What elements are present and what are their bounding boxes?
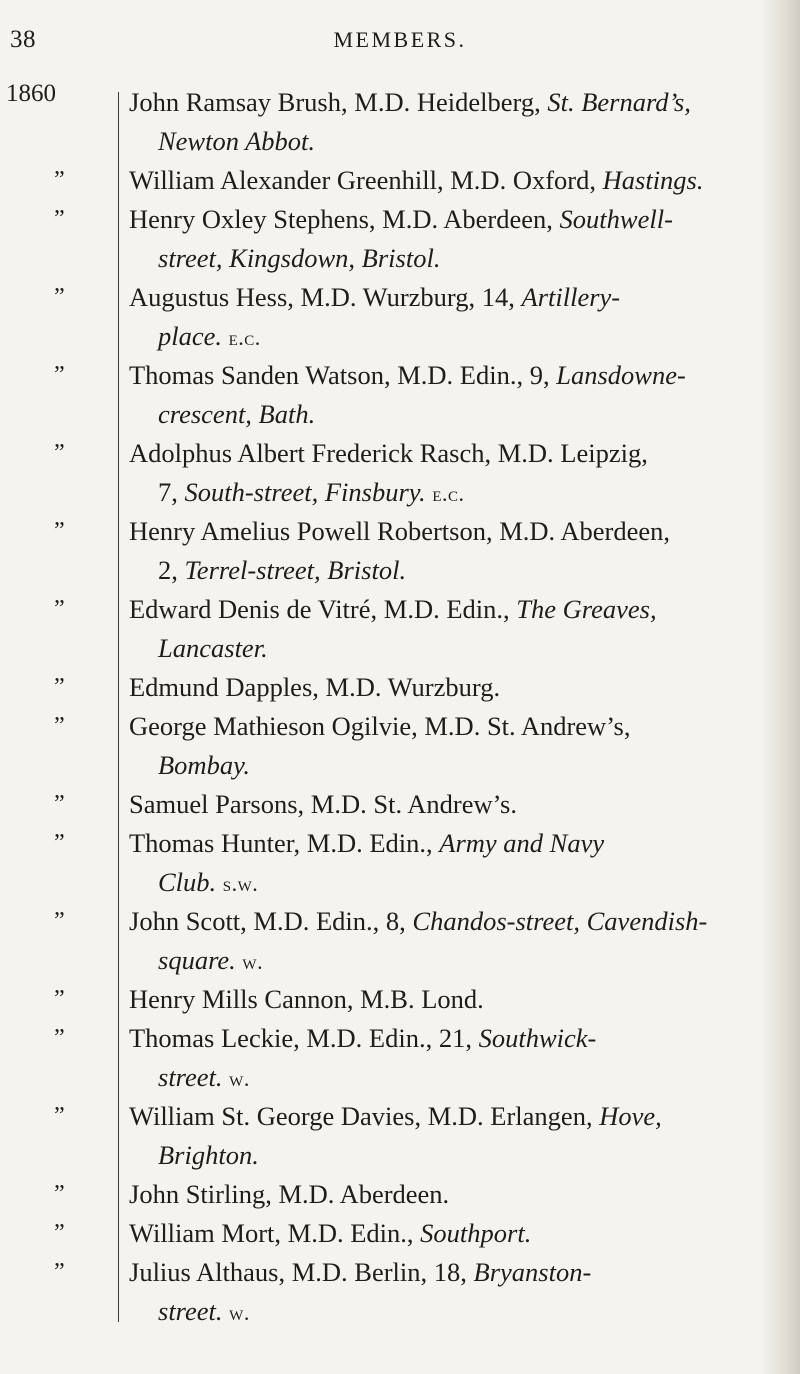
member-entry <box>0 980 800 1019</box>
entry-line <box>0 980 800 1019</box>
member-entry <box>0 83 800 161</box>
member-name: John Scott, M.D. Edin., 8, <box>129 906 413 936</box>
entry-continuation-line <box>0 941 800 980</box>
member-entry <box>0 200 800 278</box>
entry-continuation-line <box>0 122 800 161</box>
ditto-mark: ” <box>54 362 65 388</box>
entry-continuation-line <box>0 551 800 590</box>
member-name: Adolphus Albert Frederick Rasch, M.D. Leipzig, <box>129 438 648 468</box>
member-name: Thomas Leckie, M.D. Edin., 21, <box>129 1023 479 1053</box>
member-address: street. <box>158 1296 223 1326</box>
member-address: Hove, <box>599 1101 662 1131</box>
member-list <box>0 83 800 1331</box>
entry-line <box>0 434 800 473</box>
member-entry <box>0 1214 800 1253</box>
member-entry <box>0 434 800 512</box>
member-entry <box>0 590 800 668</box>
entry-line <box>0 1214 800 1253</box>
entry-continuation-line <box>0 629 800 668</box>
year-label: 1860 <box>6 80 56 107</box>
entry-continuation-line <box>0 1292 800 1331</box>
page-number: 38 <box>10 26 36 53</box>
member-name: Samuel Parsons, M.D. St. Andrew’s. <box>129 789 517 819</box>
ditto-mark: ” <box>54 791 65 817</box>
page-header <box>0 26 800 60</box>
member-entry <box>0 707 800 785</box>
ditto-mark: ” <box>54 1220 65 1246</box>
member-address: South-street, Finsbury. <box>184 477 426 507</box>
member-entry <box>0 785 800 824</box>
member-address: Southport. <box>420 1218 532 1248</box>
member-name: John Ramsay Brush, M.D. Heidelberg, <box>129 87 548 117</box>
entry-line <box>0 785 800 824</box>
member-address: Hastings. <box>602 165 704 195</box>
member-name: Edward Denis de Vitré, M.D. Edin., <box>129 594 517 624</box>
entry-continuation-line <box>0 1058 800 1097</box>
entry-continuation-line <box>0 746 800 785</box>
member-name: Thomas Hunter, M.D. Edin., <box>129 828 440 858</box>
ditto-mark: ” <box>54 1025 65 1051</box>
member-address: street. <box>158 1062 223 1092</box>
ditto-mark: ” <box>54 674 65 700</box>
member-address: Southwell- <box>559 204 673 234</box>
member-entry <box>0 902 800 980</box>
entry-continuation-line <box>0 863 800 902</box>
member-entry <box>0 1019 800 1097</box>
entry-line <box>0 1253 800 1292</box>
member-address: Chandos-street, Cavendish- <box>412 906 708 936</box>
entry-line <box>0 1019 800 1058</box>
member-address: Army and Navy <box>439 828 605 858</box>
member-name: Augustus Hess, M.D. Wurzburg, 14, <box>129 282 522 312</box>
ditto-mark: ” <box>54 518 65 544</box>
ditto-mark: ” <box>54 596 65 622</box>
ditto-mark: ” <box>54 1259 65 1285</box>
member-address: Lancaster. <box>158 633 268 663</box>
member-entry <box>0 1175 800 1214</box>
member-name: Henry Amelius Powell Robertson, M.D. Aberdeen, <box>129 516 670 546</box>
ditto-mark: ” <box>54 284 65 310</box>
member-address: Lansdowne- <box>556 360 686 390</box>
ditto-mark: ” <box>54 440 65 466</box>
ditto-mark: ” <box>54 986 65 1012</box>
entry-line <box>0 83 800 122</box>
member-name: William Alexander Greenhill, M.D. Oxford, <box>129 165 603 195</box>
member-name: Henry Mills Cannon, M.B. Lond. <box>129 984 484 1014</box>
member-address: Bryanston- <box>473 1257 592 1287</box>
postal-district: e.c. <box>432 481 465 506</box>
member-name: Henry Oxley Stephens, M.D. Aberdeen, <box>129 204 560 234</box>
ditto-mark: ” <box>54 830 65 856</box>
member-address: Artillery- <box>521 282 621 312</box>
entry-line <box>0 824 800 863</box>
entry-line <box>0 200 800 239</box>
entry-continuation-line <box>0 1136 800 1175</box>
member-name: William Mort, M.D. Edin., <box>129 1218 421 1248</box>
member-address: Terrel-street, Bristol. <box>184 555 407 585</box>
entry-line <box>0 902 800 941</box>
ditto-mark: ” <box>54 167 65 193</box>
member-entry <box>0 278 800 356</box>
postal-district: w. <box>229 1066 250 1091</box>
entry-continuation-line <box>0 239 800 278</box>
entry-continuation-line <box>0 395 800 434</box>
entry-continuation-line <box>0 317 800 356</box>
entry-line <box>0 356 800 395</box>
member-address: Brighton. <box>158 1140 259 1170</box>
member-name: Julius Althaus, M.D. Berlin, 18, <box>129 1257 474 1287</box>
entry-line <box>0 161 800 200</box>
address-number: 2, <box>158 555 185 585</box>
member-entry <box>0 356 800 434</box>
entry-line <box>0 590 800 629</box>
member-address: The Greaves, <box>516 594 657 624</box>
member-entry <box>0 668 800 707</box>
member-name: John Stirling, M.D. Aberdeen. <box>129 1179 450 1209</box>
member-address: Club. <box>158 867 217 897</box>
postal-district: s.w. <box>222 871 259 896</box>
member-address: street, Kingsdown, Bristol. <box>158 243 441 273</box>
member-name: Thomas Sanden Watson, M.D. Edin., 9, <box>129 360 557 390</box>
entry-continuation-line <box>0 473 800 512</box>
member-entry <box>0 1253 800 1331</box>
member-entry <box>0 161 800 200</box>
ditto-mark: ” <box>54 1181 65 1207</box>
member-address: Bombay. <box>158 750 250 780</box>
entry-line <box>0 512 800 551</box>
member-address: Southwick- <box>478 1023 597 1053</box>
ditto-mark: ” <box>54 908 65 934</box>
member-name: William St. George Davies, M.D. Erlangen, <box>129 1101 600 1131</box>
member-entry <box>0 512 800 590</box>
postal-district: w. <box>242 949 264 974</box>
entry-line <box>0 668 800 707</box>
member-name: Edmund Dapples, M.D. Wurzburg. <box>129 672 501 702</box>
address-number: 7, <box>158 477 185 507</box>
member-entry <box>0 824 800 902</box>
member-address: place. <box>158 321 223 351</box>
ditto-mark: ” <box>54 1103 65 1129</box>
member-entry <box>0 1097 800 1175</box>
member-address: Newton Abbot. <box>158 126 316 156</box>
ditto-mark: ” <box>54 206 65 232</box>
postal-district: w. <box>229 1300 250 1325</box>
member-address: St. Bernard’s, <box>547 87 691 117</box>
running-head: MEMBERS. <box>333 27 467 52</box>
entry-line <box>0 1175 800 1214</box>
member-name: George Mathieson Ogilvie, M.D. St. Andrew’s, <box>129 711 631 741</box>
ditto-mark: ” <box>54 713 65 739</box>
member-address: square. <box>158 945 236 975</box>
entry-line <box>0 1097 800 1136</box>
postal-district: e.c. <box>228 325 261 350</box>
entry-line <box>0 278 800 317</box>
entry-line <box>0 707 800 746</box>
member-address: crescent, Bath. <box>158 399 316 429</box>
